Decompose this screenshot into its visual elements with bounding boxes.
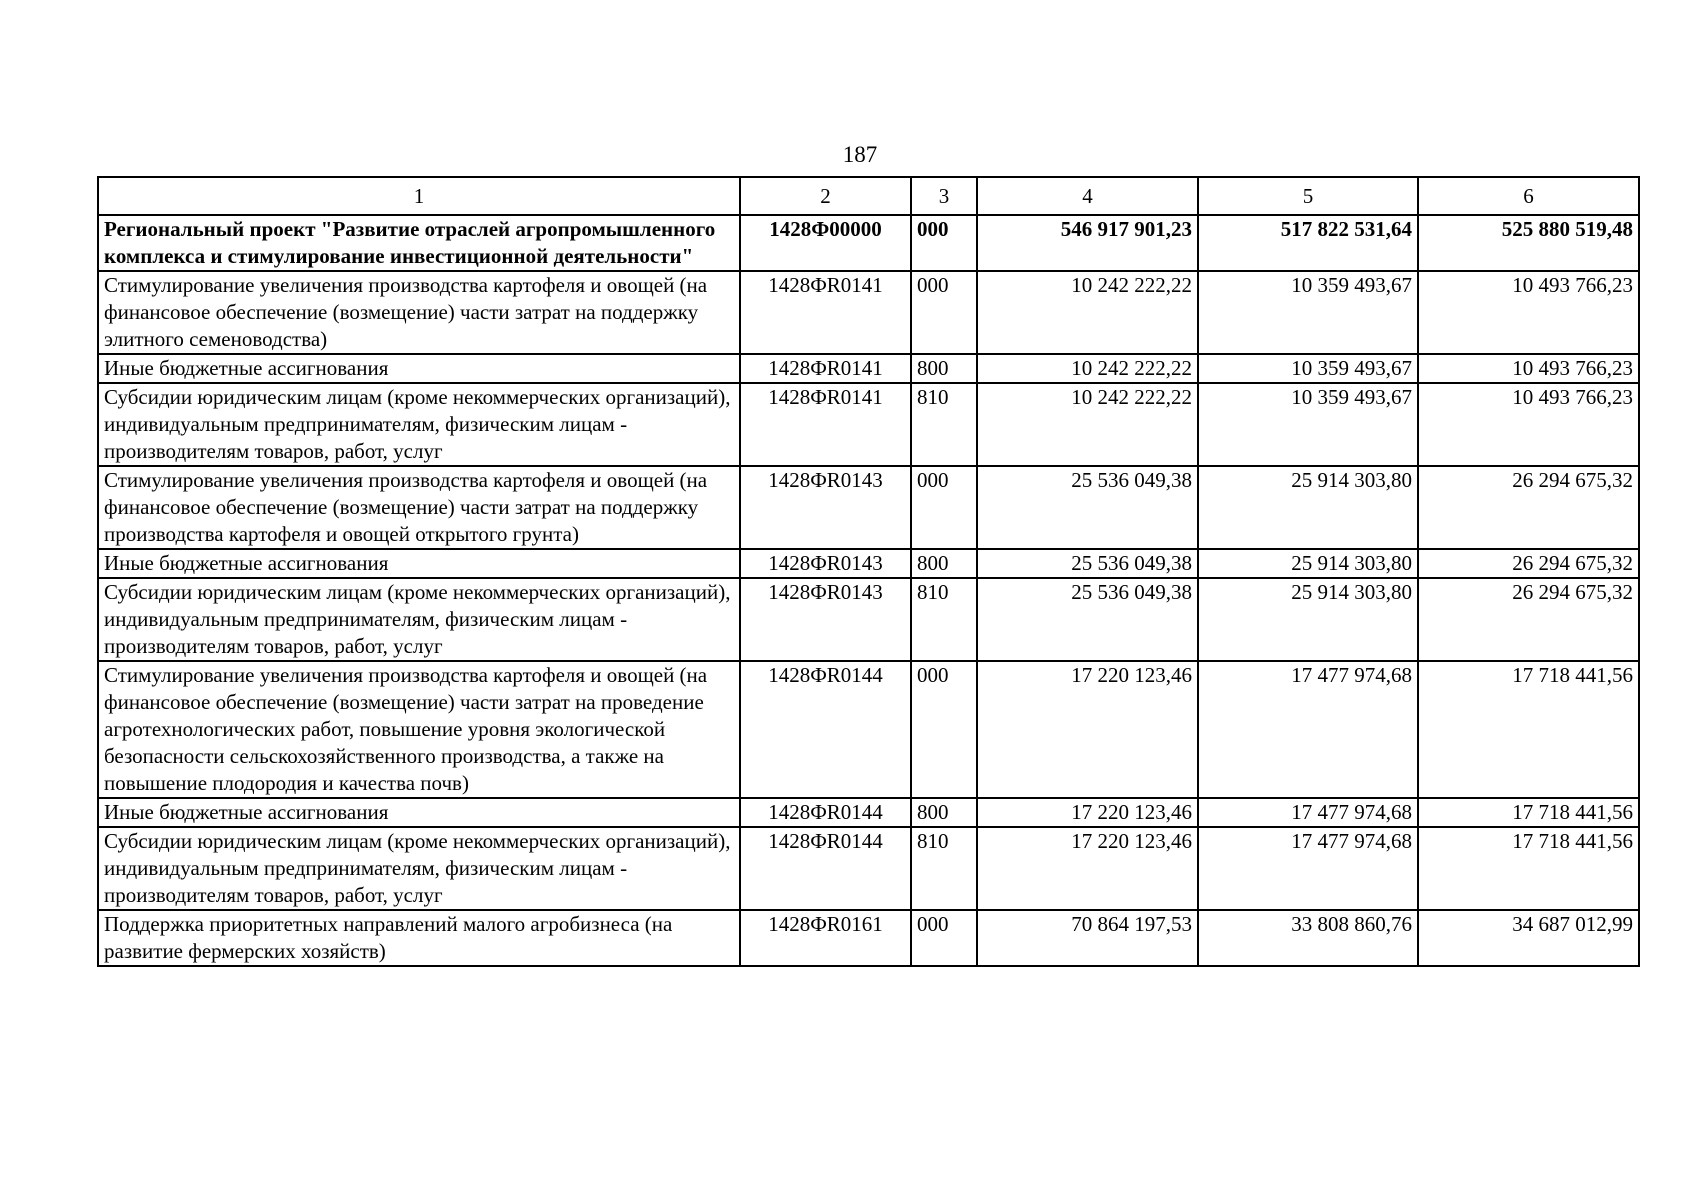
column-header-6: 6 (1418, 177, 1639, 215)
row-code-cell: 1428ФR0143 (740, 466, 911, 549)
table-row (98, 661, 1639, 798)
row-value-col4-cell: 10 242 222,22 (977, 271, 1198, 354)
row-code-cell: 1428ФR0143 (740, 578, 911, 661)
row-value-col6-cell: 26 294 675,32 (1418, 549, 1639, 578)
row-kvr-cell: 000 (911, 271, 977, 354)
column-header-3: 3 (911, 177, 977, 215)
row-value-col4-cell: 10 242 222,22 (977, 383, 1198, 466)
table-body (98, 215, 1639, 966)
row-value-col4-cell: 17 220 123,46 (977, 661, 1198, 798)
row-value-col6-cell: 17 718 441,56 (1418, 798, 1639, 827)
row-value-col4-cell: 25 536 049,38 (977, 578, 1198, 661)
table-row (98, 827, 1639, 910)
row-name-cell: Субсидии юридическим лицам (кроме некоммерческих организаций), индивидуальным предпринимателям, физическим лицам - производителям товаров, работ, услуг (98, 827, 740, 910)
row-kvr-cell: 000 (911, 910, 977, 966)
row-value-col4-cell: 17 220 123,46 (977, 827, 1198, 910)
row-value-col6-cell: 10 493 766,23 (1418, 383, 1639, 466)
row-code-cell: 1428ФR0144 (740, 798, 911, 827)
row-code-cell: 1428ФR0141 (740, 354, 911, 383)
row-value-col5-cell: 517 822 531,64 (1198, 215, 1418, 271)
row-kvr-cell: 810 (911, 827, 977, 910)
row-name-cell: Иные бюджетные ассигнования (98, 354, 740, 383)
row-value-col6-cell: 17 718 441,56 (1418, 661, 1639, 798)
column-header-4: 4 (977, 177, 1198, 215)
row-name-cell: Региональный проект "Развитие отраслей агропромышленного комплекса и стимулирование инвестиционной деятельности" (98, 215, 740, 271)
row-value-col5-cell: 10 359 493,67 (1198, 354, 1418, 383)
row-value-col6-cell: 17 718 441,56 (1418, 827, 1639, 910)
row-value-col5-cell: 17 477 974,68 (1198, 827, 1418, 910)
table-row (98, 215, 1639, 271)
row-kvr-cell: 800 (911, 549, 977, 578)
row-name-cell: Иные бюджетные ассигнования (98, 798, 740, 827)
row-value-col4-cell: 70 864 197,53 (977, 910, 1198, 966)
row-value-col4-cell: 10 242 222,22 (977, 354, 1198, 383)
table-row (98, 578, 1639, 661)
row-name-cell: Стимулирование увеличения производства картофеля и овощей (на финансовое обеспечение (возмещение) части затрат на поддержку элитного семеноводства) (98, 271, 740, 354)
row-kvr-cell: 810 (911, 383, 977, 466)
row-kvr-cell: 000 (911, 215, 977, 271)
row-value-col6-cell: 525 880 519,48 (1418, 215, 1639, 271)
row-value-col4-cell: 25 536 049,38 (977, 549, 1198, 578)
row-code-cell: 1428ФR0161 (740, 910, 911, 966)
row-code-cell: 1428ФR0143 (740, 549, 911, 578)
row-kvr-cell: 000 (911, 466, 977, 549)
row-code-cell: 1428ФR0144 (740, 661, 911, 798)
table-row (98, 798, 1639, 827)
row-value-col5-cell: 17 477 974,68 (1198, 661, 1418, 798)
row-name-cell: Стимулирование увеличения производства картофеля и овощей (на финансовое обеспечение (возмещение) части затрат на поддержку производства картофеля и овощей открытого грунта) (98, 466, 740, 549)
row-value-col5-cell: 33 808 860,76 (1198, 910, 1418, 966)
row-value-col6-cell: 34 687 012,99 (1418, 910, 1639, 966)
column-header-1: 1 (98, 177, 740, 215)
column-header-5: 5 (1198, 177, 1418, 215)
row-value-col4-cell: 546 917 901,23 (977, 215, 1198, 271)
row-value-col5-cell: 25 914 303,80 (1198, 549, 1418, 578)
row-value-col5-cell: 10 359 493,67 (1198, 271, 1418, 354)
row-kvr-cell: 810 (911, 578, 977, 661)
row-name-cell: Стимулирование увеличения производства картофеля и овощей (на финансовое обеспечение (возмещение) части затрат на проведение агротехнологических работ, повышение уровня экологической безопасности сельскохозяйственного производства, а также на повышение плодородия и качества почв) (98, 661, 740, 798)
page-number: 187 (842, 142, 878, 167)
row-code-cell: 1428ФR0141 (740, 271, 911, 354)
table-row (98, 354, 1639, 383)
row-value-col5-cell: 17 477 974,68 (1198, 798, 1418, 827)
row-name-cell: Поддержка приоритетных направлений малого агробизнеса (на развитие фермерских хозяйств) (98, 910, 740, 966)
table-row (98, 271, 1639, 354)
row-value-col6-cell: 26 294 675,32 (1418, 466, 1639, 549)
row-kvr-cell: 800 (911, 354, 977, 383)
row-value-col4-cell: 25 536 049,38 (977, 466, 1198, 549)
row-value-col6-cell: 26 294 675,32 (1418, 578, 1639, 661)
row-kvr-cell: 800 (911, 798, 977, 827)
header-row (98, 177, 1639, 215)
row-code-cell: 1428ФR0144 (740, 827, 911, 910)
row-value-col5-cell: 25 914 303,80 (1198, 578, 1418, 661)
row-value-col6-cell: 10 493 766,23 (1418, 271, 1639, 354)
row-value-col5-cell: 10 359 493,67 (1198, 383, 1418, 466)
table-row (98, 383, 1639, 466)
row-value-col6-cell: 10 493 766,23 (1418, 354, 1639, 383)
table-row (98, 549, 1639, 578)
row-code-cell: 1428ФR0141 (740, 383, 911, 466)
row-name-cell: Субсидии юридическим лицам (кроме некоммерческих организаций), индивидуальным предпринимателям, физическим лицам - производителям товаров, работ, услуг (98, 383, 740, 466)
budget-table (97, 176, 1640, 967)
row-name-cell: Иные бюджетные ассигнования (98, 549, 740, 578)
row-code-cell: 1428Ф00000 (740, 215, 911, 271)
table-row (98, 466, 1639, 549)
table-row (98, 910, 1639, 966)
row-value-col4-cell: 17 220 123,46 (977, 798, 1198, 827)
column-header-2: 2 (740, 177, 911, 215)
row-kvr-cell: 000 (911, 661, 977, 798)
row-name-cell: Субсидии юридическим лицам (кроме некоммерческих организаций), индивидуальным предпринимателям, физическим лицам - производителям товаров, работ, услуг (98, 578, 740, 661)
row-value-col5-cell: 25 914 303,80 (1198, 466, 1418, 549)
